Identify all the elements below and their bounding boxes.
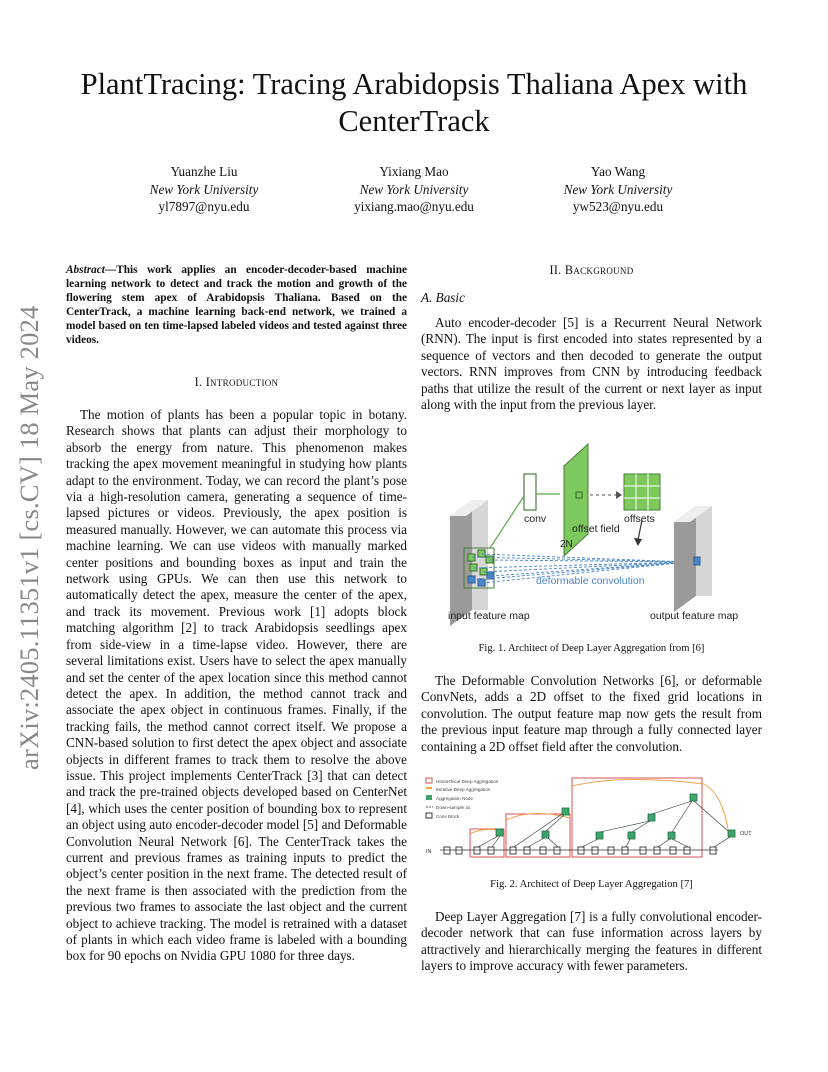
author-email: yl7897@nyu.edu xyxy=(158,199,250,214)
author-name: Yao Wang xyxy=(590,164,646,179)
label-offset-field: offset field xyxy=(572,523,620,535)
aggregation-nodes xyxy=(496,794,735,839)
author-email: yixiang.mao@nyu.edu xyxy=(354,199,474,214)
author-name: Yuanzhe Liu xyxy=(170,164,238,179)
label-2n: 2N xyxy=(560,539,573,550)
paragraph-text: Auto encoder-decoder [5] is a Recurrent Neural Network (RNN). The input is first encoded into states represented by a sequence of vectors and then decoded to generate the output vectors. RNN improves from CNN by introducing feedback paths that utilize the result of the current or next layer as input along with the input from the previous layer. xyxy=(421,315,762,413)
section-title: Introduction xyxy=(205,375,279,389)
label-input-feature-map: input feature map xyxy=(448,610,530,622)
legend-item: Hierarchical Deep Aggregation xyxy=(436,779,499,784)
abstract xyxy=(66,264,407,347)
section-heading-background xyxy=(421,263,762,278)
legend-item: Aggregation Node xyxy=(436,796,474,801)
paper-title: PlantTracing: Tracing Arabidopsis Thaliana Apex with CenterTrack xyxy=(80,67,748,138)
paragraph-text: The Deformable Convolution Networks [6], or deformable ConvNets, adds a 2D offset to the fixed grid locations in convolution. The output feature map now gets the result from the previous input feature map through a fully connected layer containing a 2D offset field after the convolution. xyxy=(421,673,762,754)
author-affiliation: New York University xyxy=(149,181,259,197)
author-affiliation: New York University xyxy=(563,181,673,197)
author-2 xyxy=(314,163,514,216)
figure-2-deep-layer-aggregation xyxy=(422,774,764,866)
section-number: I. xyxy=(194,375,206,389)
conv-box xyxy=(524,474,536,510)
output-slab-front xyxy=(696,506,712,596)
background-paragraph-2 xyxy=(421,673,762,755)
author-affiliation: New York University xyxy=(359,181,469,197)
background-paragraph-1 xyxy=(421,315,762,413)
label-deformable-convolution: deformable convolution xyxy=(536,575,645,587)
intro-paragraph: The motion of plants has been a popular topic in botany. Research shows that plants can adjust their morphology to absorb the energy from nature. This phenomenon makes tracking the apex movement meaningful in studying how plants adapt to the environment. Today, we can record the plant’s pose via a high-resolution camera, generating a sequence of time-lapsed pictures or videos. Previously, the apex position is measured manually. However, we can automate this process via machine learning. We can use videos with manually marked center positions and bounding boxes as input and train the network using GPUs. We can then use this network to automatically detect the apex, measure the center of the apex, and track its movement. Previous work [1] adopts block matching algorithm [2] to track Arabidopsis seedlings apex from side-view in a time-lapse video. However, there are several limitations exist. Users have to select the apex manually and set the center of the apex location since this method cannot detect the apex. In addition, the method cannot track and associate the apex object in continuous frames. Finally, if the tracking fails, the method cannot correct itself. We propose a CNN-based solution to first detect the apex object and associate objects in different frames to track them to resolve the above issue. This project implements CenterTrack [3] that can detect and track the pre-trained objects developed based on CenterNet [4], which uses the center position of bounding box to represent an object using auto encoder-decoder model [5] and Deformable Convolution Neural Network [6]. The CenterTrack takes the current and previous frames as training inputs to predict the object’s center position in the next frame. The detected result of the next frame is then associated with the prediction from the previous two frames to associate the last object and the current object to achieve tracking. The model is retrained with a dataset of plants in which each video frame is labeled with a bounding box for 90 epochs on Nvidia GPU 1080 for three days. xyxy=(66,407,407,964)
label-output-feature-map: output feature map xyxy=(650,610,739,622)
ida-path xyxy=(572,779,728,829)
section-heading-introduction xyxy=(66,375,407,390)
intro-body xyxy=(66,407,407,965)
abstract-body: —This work applies an encoder-decoder-based machine learning network to detect and track the motion and growth of the flowering stem apex of Arabidopsis Thaliana. Based on the CenterTrack, a machine learning back-end network, we trained a model based on ten time-lapsed labeled videos and tested against three videos. xyxy=(66,264,407,346)
figure-1-caption: Fig. 1. Architect of Deep Layer Aggregation from [6] xyxy=(478,643,705,654)
input-slab-side xyxy=(450,500,472,626)
label-conv: conv xyxy=(524,513,547,525)
legend-item: Down-sample 2x xyxy=(436,805,471,810)
author-email: yw523@nyu.edu xyxy=(572,199,664,214)
section-number: II. xyxy=(549,263,565,277)
label-out: OUT xyxy=(740,831,752,837)
offsets-grid xyxy=(624,474,660,510)
label-offsets: offsets xyxy=(624,513,655,525)
author-name: Yixiang Mao xyxy=(379,164,449,179)
author-1 xyxy=(104,163,304,216)
background-paragraph-3 xyxy=(421,909,762,975)
subsection-heading-basic: A. Basic xyxy=(421,290,465,305)
figure-2-legend xyxy=(426,778,499,819)
abstract-lead: Abstract xyxy=(66,264,105,276)
legend-item: Conv Block xyxy=(436,814,460,819)
legend-item: Iterative Deep Aggregation xyxy=(436,787,491,792)
label-in: IN xyxy=(426,849,432,855)
conv-arrow xyxy=(490,496,524,548)
conv-block-row xyxy=(444,847,716,854)
paragraph-text: Deep Layer Aggregation [7] is a fully convolutional encoder-decoder network that can fuse information across layers by attractively and hierarchically merging the features in different layers to improve accuracy with fewer parameters. xyxy=(421,909,762,974)
author-3 xyxy=(518,163,718,216)
section-title: Background xyxy=(564,263,634,277)
figure-2-caption: Fig. 2. Architect of Deep Layer Aggregation [7] xyxy=(490,879,693,890)
arxiv-identifier: arXiv:2405.11351v1 [cs.CV] 18 May 2024 xyxy=(14,305,44,770)
figure-1-deformable-convolution xyxy=(440,436,752,626)
aggregation-links xyxy=(478,801,730,847)
